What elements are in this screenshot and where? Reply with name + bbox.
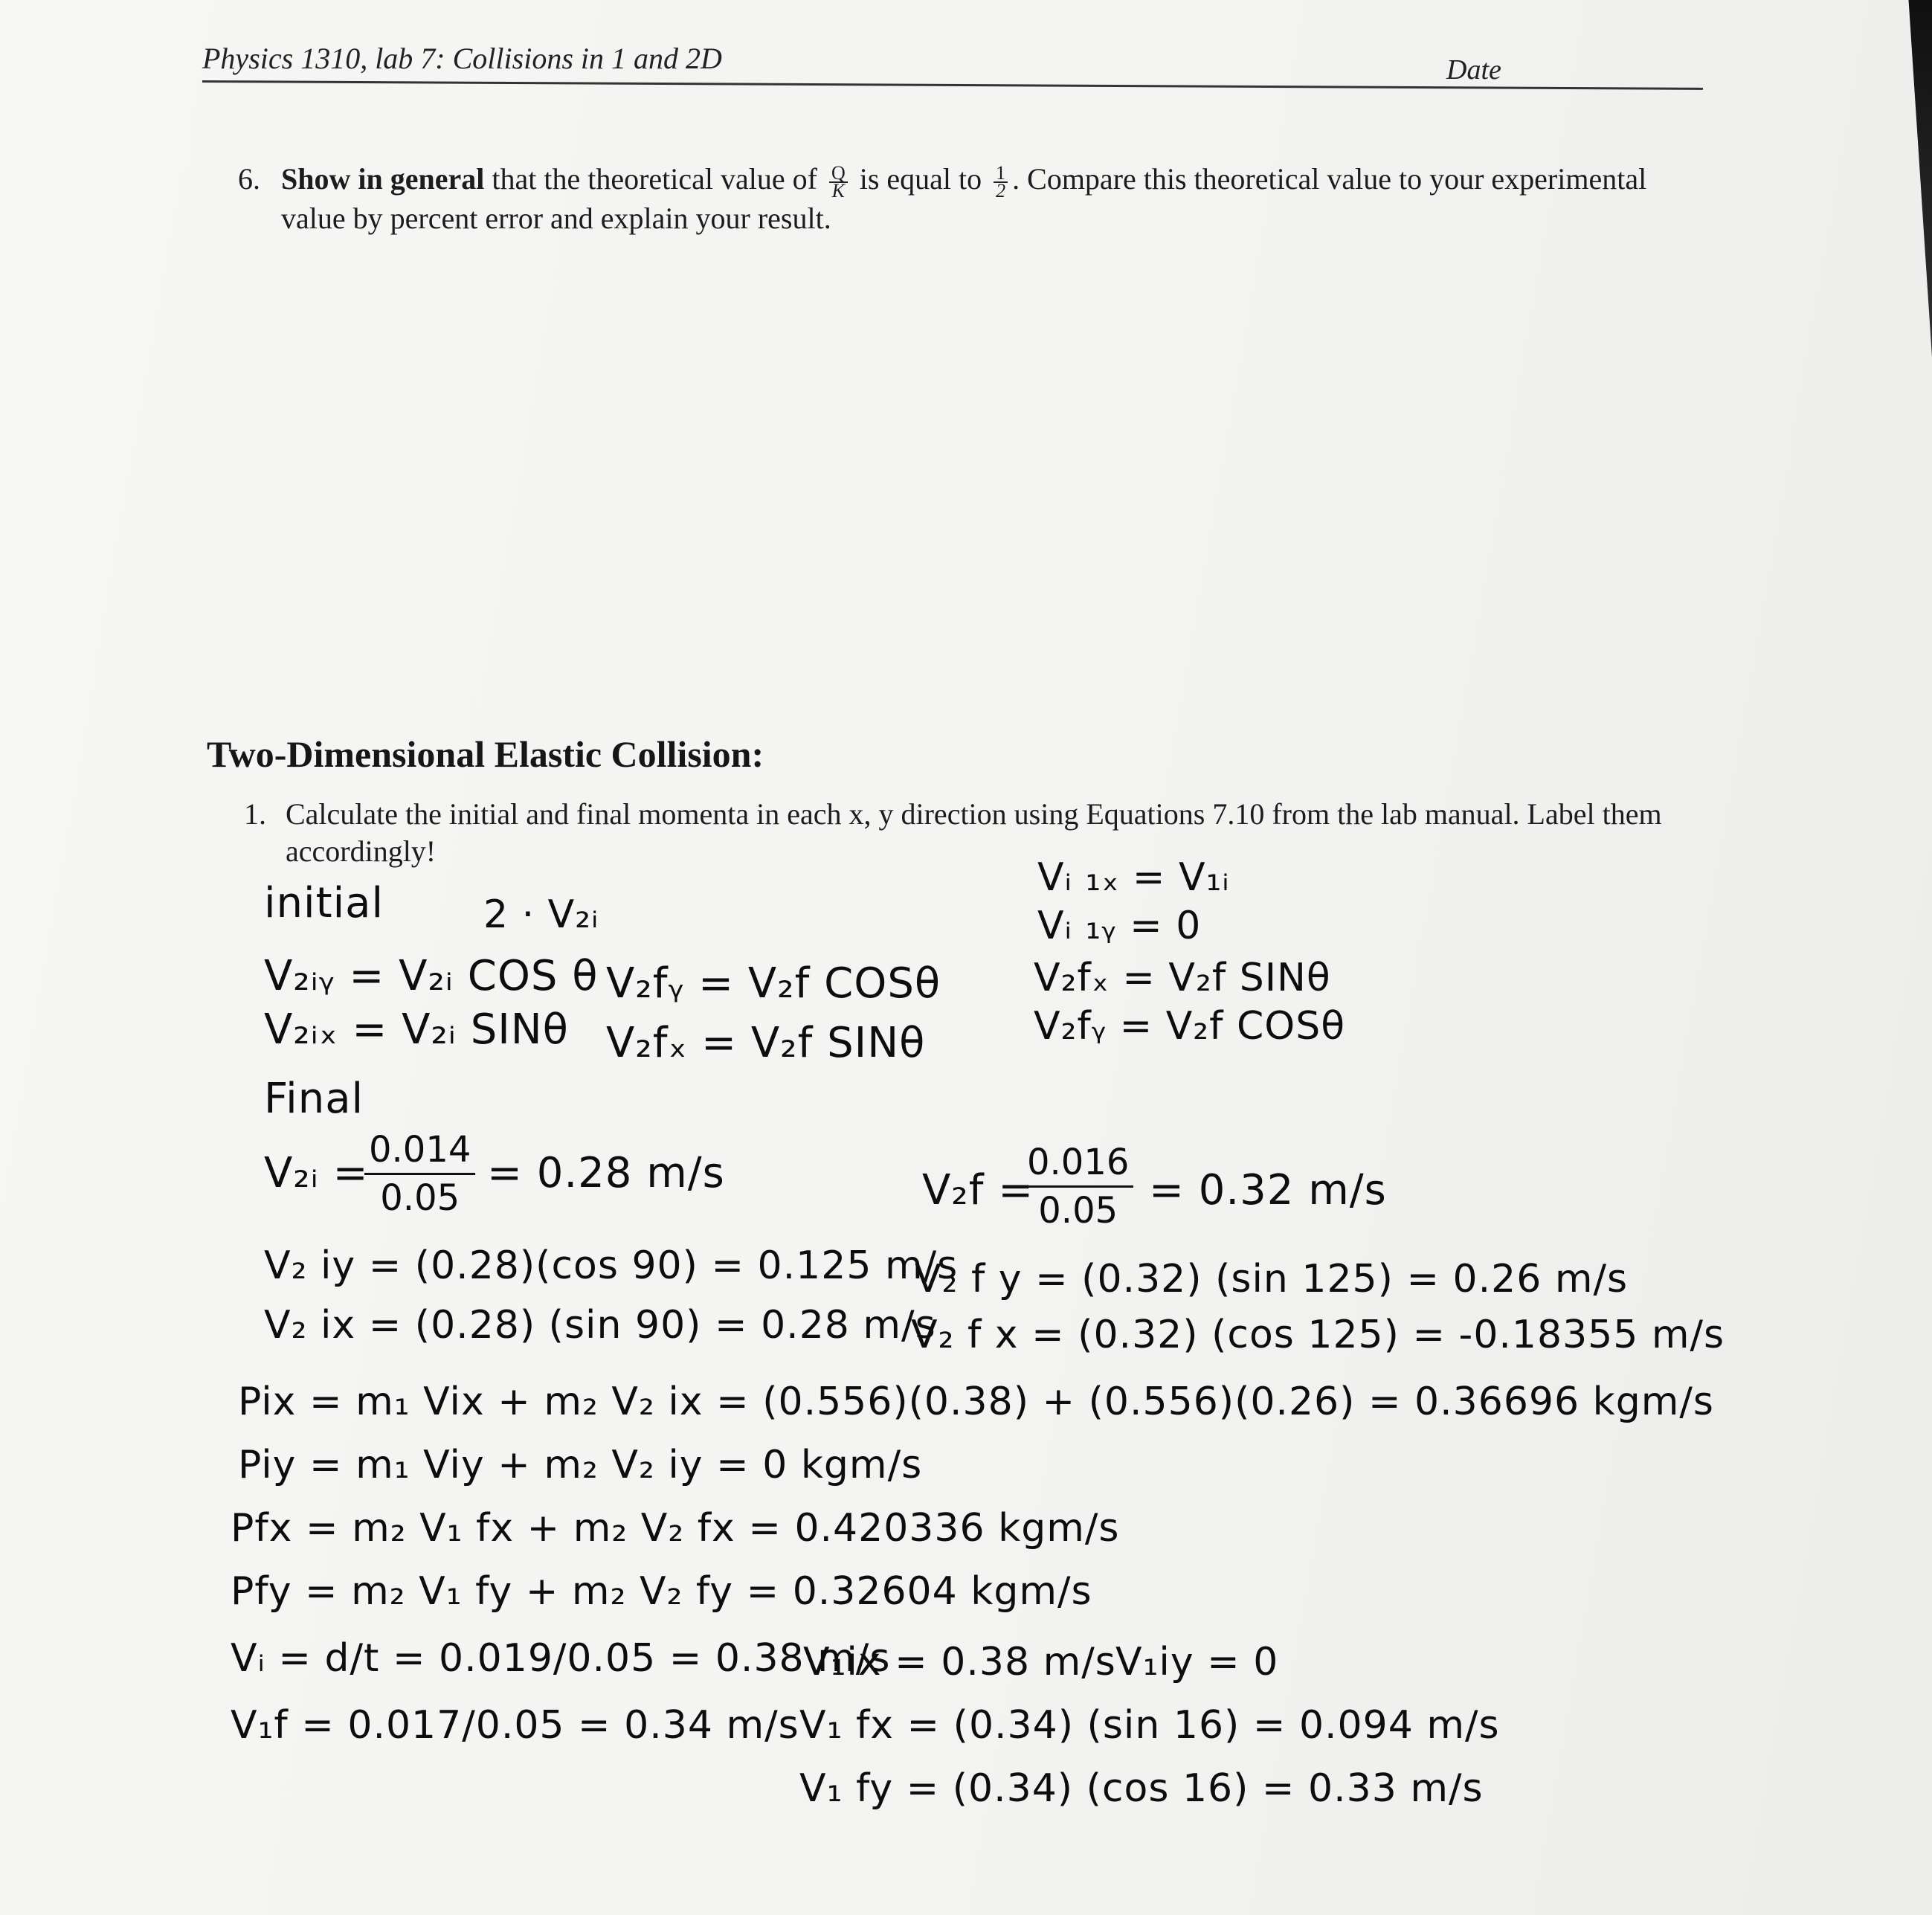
hw-v1ix-eq: Vᵢ ₁ₓ = V₁ᵢ (1037, 855, 1230, 900)
header-title: Physics 1310, lab 7: Collisions in 1 and 2D (202, 42, 722, 75)
hw-pfx-line: Pfx = m₂ V₁ fx + m₂ V₂ fx = 0.420336 kgm/s (231, 1506, 1120, 1551)
question-1 (244, 796, 1709, 870)
hw-v2iy-eq: V₂ᵢᵧ = V₂ᵢ COS θ (264, 952, 599, 1000)
hw-v2fy-eq: V₂fᵧ = V₂f COSθ (606, 959, 941, 1008)
section-title: Two-Dimensional Elastic Collision: (207, 733, 764, 775)
hw-v2fx-eq: V₂fₓ = V₂f SINθ (606, 1019, 926, 1067)
hw-v2fx-sin-eq: V₂fₓ = V₂f SINθ (1034, 956, 1331, 1000)
q-over-k-fraction (829, 161, 848, 202)
question-6-bold-lead: Show in general (281, 162, 485, 196)
hw-v2f-denominator: 0.05 (1038, 1190, 1118, 1232)
question-6 (238, 160, 1703, 238)
hw-v1iy-value: V₁iy = 0 (1115, 1640, 1279, 1684)
hw-two-v2i: 2 · V₂ᵢ (483, 892, 599, 937)
hw-initial-label: initial (264, 879, 384, 927)
fraction-denominator: K (831, 179, 845, 202)
hw-v2f-fraction (1023, 1139, 1133, 1234)
hw-v2i-denominator: 0.05 (380, 1177, 460, 1219)
question-1-number: 1. (244, 797, 266, 831)
one-half-fraction (994, 161, 1008, 202)
hw-v2ix-calc: V₂ ix = (0.28) (sin 90) = 0.28 m/s (264, 1303, 936, 1348)
hw-final-label: Final (264, 1075, 364, 1123)
hw-v1f-line: V₁f = 0.017/0.05 = 0.34 m/s (231, 1703, 799, 1748)
half-numerator: 1 (994, 165, 1008, 183)
hw-pfy-line: Pfy = m₂ V₁ fy + m₂ V₂ fy = 0.32604 kgm/s (231, 1569, 1092, 1614)
hw-v2f-numerator: 0.016 (1023, 1139, 1133, 1188)
hw-piy-line: Piy = m₁ Viy + m₂ V₂ iy = 0 kgm/s (238, 1443, 923, 1487)
header-date-label: Date (1446, 54, 1501, 86)
hw-v2i-lhs: V₂ᵢ = (264, 1149, 369, 1197)
hw-vi-line: Vᵢ = d/t = 0.019/0.05 = 0.38 m/s (231, 1636, 891, 1681)
half-denominator: 2 (996, 179, 1006, 202)
hw-v2fy-cos-eq: V₂fᵧ = V₂f COSθ (1034, 1004, 1346, 1049)
hw-pix-line: Pix = m₁ Vix + m₂ V₂ ix = (0.556)(0.38) + (0.556)(0.26) = 0.36696 kgm/s (238, 1380, 1714, 1424)
fraction-numerator: Q (829, 165, 848, 183)
question-6-text-a: that the theoretical value of (484, 162, 825, 196)
question-6-text (281, 160, 1703, 238)
question-1-text: Calculate the initial and final momenta in each x, y direction using Equations 7.10 from the lab manual. Label them accordingly! (286, 797, 1662, 868)
hw-v2i-fraction (364, 1127, 475, 1221)
hw-v1fy-calc: V₁ fy = (0.34) (cos 16) = 0.33 m/s (799, 1766, 1484, 1811)
question-6-text-b: is equal to (851, 162, 990, 196)
question-6-number: 6. (238, 162, 260, 196)
hw-v1fx-calc: V₁ fx = (0.34) (sin 16) = 0.094 m/s (799, 1703, 1500, 1748)
hw-v2ix-eq: V₂ᵢₓ = V₂ᵢ SINθ (264, 1005, 569, 1054)
hw-v2f-lhs: V₂f = (922, 1166, 1034, 1214)
hw-v2fx-calc: V₂ f x = (0.32) (cos 125) = -0.18355 m/s (911, 1313, 1725, 1357)
hw-v1ix-value: V₁ix = 0.38 m/s (803, 1640, 1116, 1684)
hw-v2f-result: = 0.32 m/s (1149, 1166, 1387, 1214)
hw-v2i-result: = 0.28 m/s (487, 1149, 725, 1197)
hw-v2i-numerator: 0.014 (364, 1127, 475, 1175)
question-6-text-c: . Compare this theoretical value to your experimental value by percent error and explain your result. (281, 162, 1647, 235)
hw-v1iy-eq: Vᵢ ₁ᵧ = 0 (1037, 904, 1202, 948)
hw-v2fy-calc: V₂ f y = (0.32) (sin 125) = 0.26 m/s (915, 1257, 1629, 1301)
page-corner-shadow (1880, 0, 1932, 357)
hw-v2iy-calc: V₂ iy = (0.28)(cos 90) = 0.125 m/s (264, 1243, 959, 1288)
